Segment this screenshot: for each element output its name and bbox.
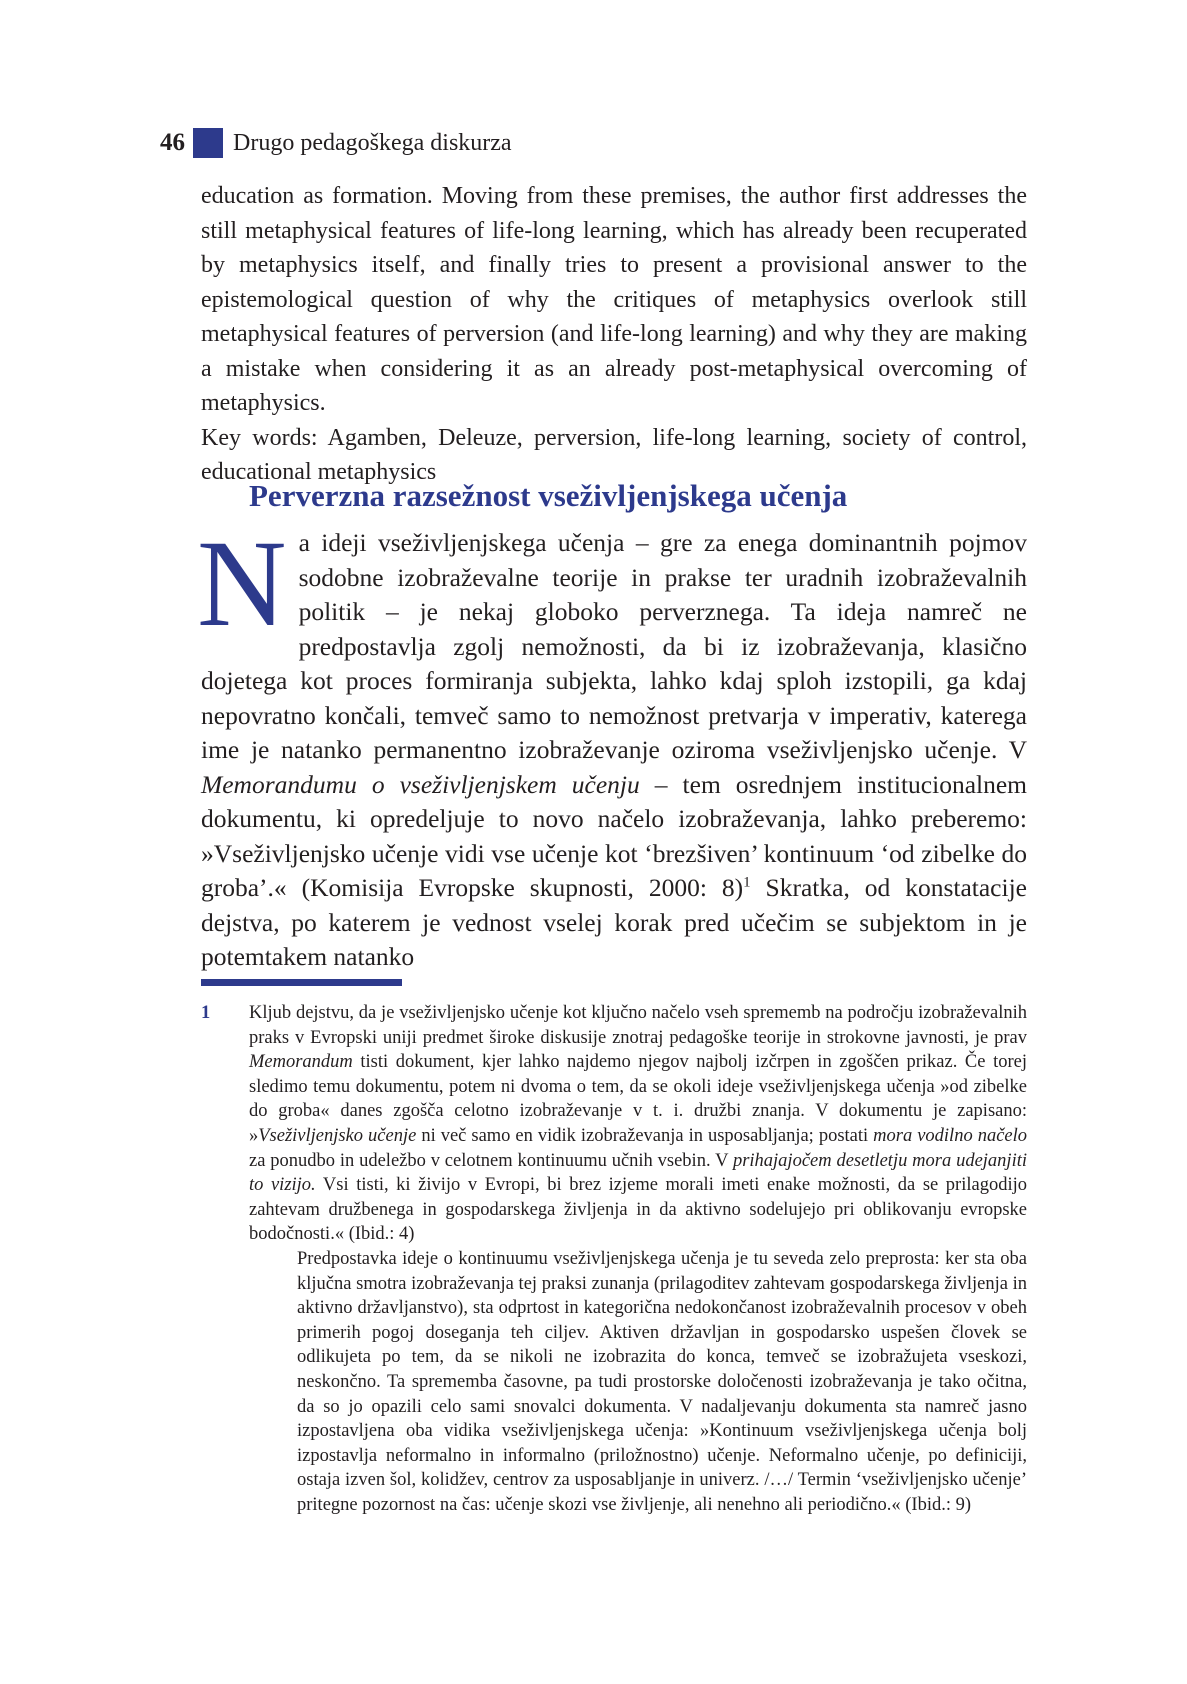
header-square-marker: [193, 128, 223, 158]
footnote-body: [249, 1001, 1027, 1517]
body-text-part: Skratka, od konstatacije dejstva, po katerem je vednost vselej korak pred učečim se subjektom in je potemtakem natanko: [201, 873, 1027, 971]
running-head: [160, 123, 512, 163]
body-text-part: a ideji vseživljenjskega učenja – gre za enega dominantnih pojmov sodobne izobraževalne teorije in prakse ter uradnih izobraževalnih politik – je nekaj globoko perverznega. Ta ideja namreč ne predpostavlja zgolj nemožnosti, da bi iz izobraževanja, klasično dojetega kot proces formiranja subjekta, lahko kdaj sploh izstopili, ga kdaj nepovratno končali, temveč samo to nemožnost pretvarja v imperativ, katerega ime je natanko permanentno izobraževanje oziroma vseživljenjsko učenje. V: [201, 528, 1027, 764]
footnote-italic: mora vodilno načelo: [873, 1125, 1028, 1146]
abstract-text: education as formation. Moving from these premises, the author first addresses the still metaphysical features of life-long learning, which has already been recuperated by metaphysics itself, and finally tries to present a provisional answer to the epistemological question of why the critiques of metaphysics overlook still metaphysical features of perversion (and life-long learning) and why they are making a mistake when considering it as an already post-metaphysical overcoming of metaphysics.: [201, 183, 1027, 416]
footnote-divider: [201, 979, 402, 986]
running-title: Drugo pedagoškega diskurza: [233, 129, 512, 156]
page-number: 46: [160, 129, 185, 156]
footnote-paragraph: Predpostavka ideje o kontinuumu vseživljenjskega učenja je tu seveda zelo preprosta: ker sta oba ključna smotra izobraževanja tej praksi zunanja (prilagoditev zahtevam gospodarskega življenja in aktivno državljanstvo), sta odprtost in kategorična nedokončanost izobraževalnih procesov v obeh primerih pogoj doseganja teh ciljev. Aktiven državljan in gospodarsko uspešen človek se odlikujeta po tem, da se nikoli ne izobrazita do konca, temveč se izobražujeta vseskozi, neskončno. Ta sprememba časovne, pa tudi prostorske določenosti izobraževanja je tako očitna, da so jo opazili celo sami snovalci dokumenta. V nadaljevanju dokumenta sta namreč jasno izpostavljena oba vidika vseživljenjskega učenja: »Kontinuum vseživljenjskega učenja bolj izpostavlja neformalno in informalno (priložnostno) učenje. Neformalno učenje, po definiciji, ostaja izven šol, kolidžev, centrov za usposabljanje in univerz. /…/ Termin ‘vseživljenjsko učenje’ pritegne pozornost na čas: učenje skozi vse življenje, ali nenehno ali periodično.« (Ibid.: 9): [297, 1248, 1027, 1515]
footnote: [201, 1001, 1027, 1517]
footnote-reference[interactable]: 1: [743, 874, 751, 891]
footnote-text-part: Vsi tisti, ki živijo v Evropi, bi brez izjeme morali imeti enake možnosti, da se prilagodijo zahtevam družbenega in gospodarskega življenja in da aktivno sodelujejo pri oblikovanju evropske bodočnosti.« (Ibid.: 4): [249, 1175, 1027, 1245]
footnote-number: 1: [201, 1003, 211, 1023]
drop-cap: N: [197, 515, 287, 652]
keywords: Key words: Agamben, Deleuze, perversion, life-long learning, society of control, educational metaphysics: [201, 424, 1027, 485]
footnote-text-part: za ponudbo in udeležbo v celotnem kontinuumu učnih vsebin. V: [249, 1150, 733, 1171]
footnote-italic: Vseživljenjsko učenje: [258, 1125, 417, 1146]
footnote-italic: Memorandum: [249, 1052, 353, 1073]
section-heading: Perverzna razsežnost vseživljenjskega učenja: [249, 478, 848, 513]
footnote-italic: prihajajočem desetletju mora udejanjiti to vizijo.: [249, 1150, 1027, 1196]
footnote-text-part: tisti dokument, kjer lahko najdemo njegov najbolj izčrpen in zgoščen prikaz. Če torej sledimo temu dokumentu, potem ni dvoma o tem, da se okoli ideje vseživljenjskega učenja »od zibelke do groba« danes zgošča celotno izobraževanje v t. i. družbi znanja. V dokumentu je zapisano: »: [249, 1052, 1027, 1146]
body-paragraph: [197, 515, 1027, 975]
body-italic-title: Memorandumu o vseživljenjskem učenju: [201, 769, 640, 799]
abstract: [201, 179, 1027, 490]
footnote-paragraph: [249, 1001, 1027, 1247]
footnote-text-part: Kljub dejstvu, da je vseživljenjsko učenje kot ključno načelo vseh sprememb na področju izobraževalnih praks v Evropski uniji predmet široke diskusije znotraj pedagoške teorije in strokovne javnosti, je prav: [249, 1003, 1027, 1048]
body-text-part: – tem osrednjem institucionalnem dokumentu, ki opredeljuje to novo načelo izobraževanja, lahko preberemo: »Vseživljenjsko učenje vidi vse učenje kot ‘brezšiven’ kontinuum ‘od zibelke do groba’.« (Komisija Evropske skupnosti, 2000: 8): [201, 769, 1027, 902]
footnote-text-part: ni več samo en vidik izobraževanja in usposabljanja; postati: [416, 1125, 874, 1146]
